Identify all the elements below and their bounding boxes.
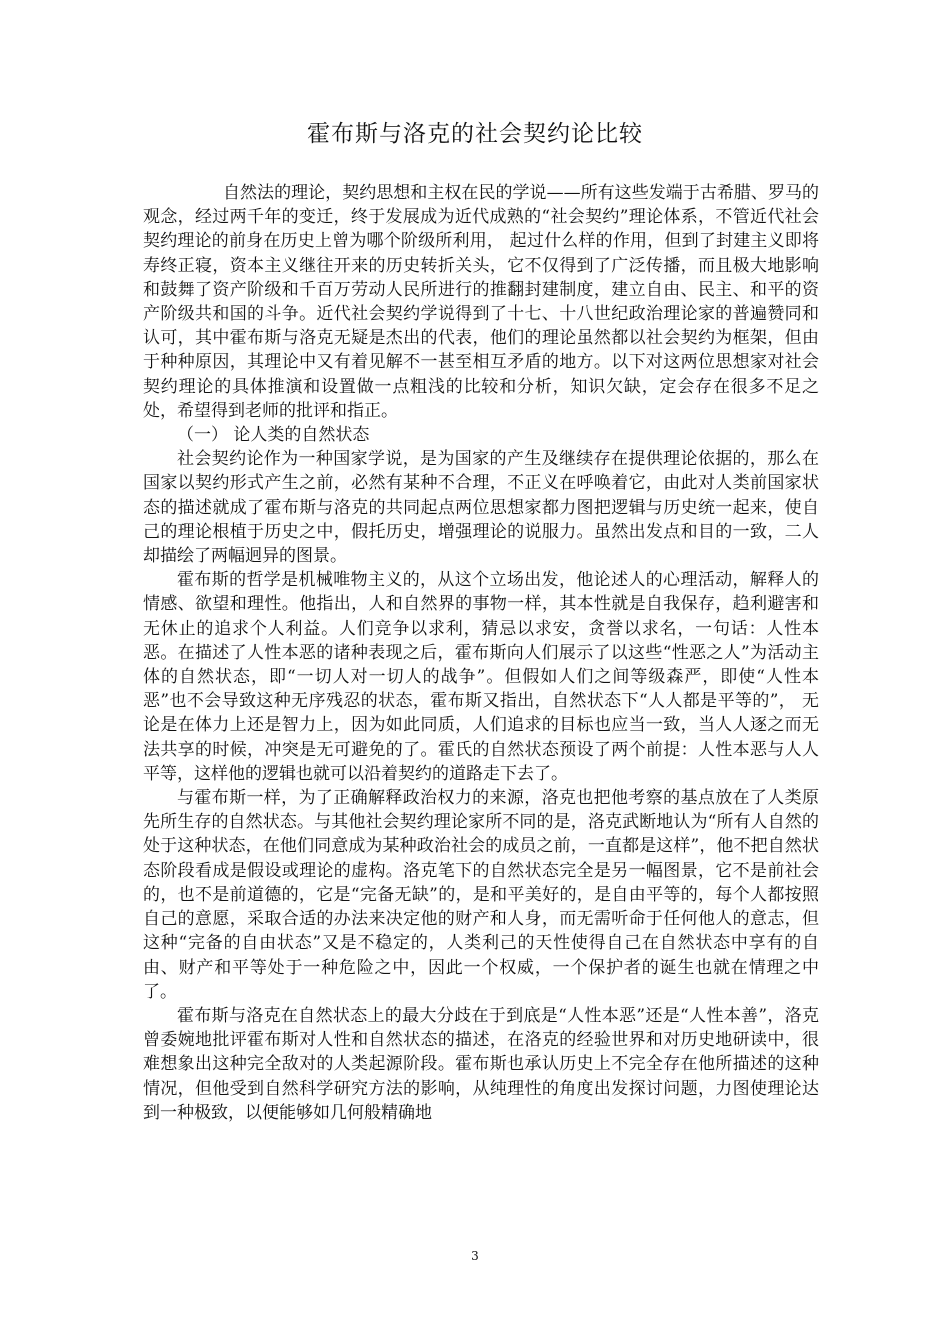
body-paragraph: 与霍布斯一样，为了正确解释政治权力的来源，洛克也把他考察的基点放在了人类原先所生存的自然状态。与其他社会契约理论家所不同的是，洛克武断地认为“所有人自然的处于这种状态，在他们同意成为某种政治社会的成员之前，一直都是这样”，他不把自然状态阶段看成是假设或理论的虚构。洛克笔下的自然状态完全是另一幅图景，它不是前社会的，也不是前道德的，它是“完备无缺”的，是和平美好的，是自由平等的，每个人都按照自己的意愿，采取合适的办法来决定他的财产和人身，而无需听命于任何他人的意志，但这种“完备的自由状态”又是不稳定的，人类利己的天性使得自己在自然状态中享有的自由、财产和平等处于一种危险之中，因此一个权威，一个保护者的诞生也就在情理之中了。 — [143, 788, 819, 1002]
intro-paragraph: 自然法的理论，契约思想和主权在民的学说——所有这些发端于古希腊、罗马的观念，经过两千年的变迁，终于发展成为近代成熟的“社会契约”理论体系，不管近代社会契约理论的前身在历史上曾为哪个阶级所利用， 起过什么样的作用，但到了封建主义即将寿终正寝，资本主义继往开来的历史转折关头，它不仅得到了广泛传播，而且极大地影响和鼓舞了资产阶级和千百万劳动人民所进行的推翻封建制度，建立自由、民主、和平的资产阶级共和国的斗争。近代社会契约学说得到了十七、十八世纪政治理论家的普遍赞同和认可，其中霍布斯与洛克无疑是杰出的代表，他们的理论虽然都以社会契约为框架，但由于种种原因，其理论中又有着见解不一甚至相互矛盾的地方。以下对这两位思想家对社会契约理论的具体推演和设置做一点粗浅的比较和分析，知识欠缺，定会存在很多不足之处，希望得到老师的批评和指正。 — [143, 183, 819, 421]
body-paragraph: 社会契约论作为一种国家学说，是为国家的产生及继续存在提供理论依据的，那么在国家以契约形式产生之前，必然有某种不合理，不正义在呼唤着它，由此对人类前国家状态的描述就成了霍布斯与洛克的共同起点两位思想家都力图把逻辑与历史统一起来，使自己的理论根植于历史之中，假托历史，增强理论的说服力。虽然出发点和目的一致，二人却描绘了两幅迥异的图景。 — [143, 449, 819, 567]
body-paragraph: 霍布斯的哲学是机械唯物主义的，从这个立场出发，他论述人的心理活动，解释人的情感、欲望和理性。他指出，人和自然界的事物一样，其本性就是自我保存，趋利避害和无休止的追求个人利益。人们竞争以求利，猜忌以求安，贪誉以求名，一句话：人性本恶。在描述了人性本恶的诸种表现之后，霍布斯向人们展示了以这些“性恶之人”为活动主体的自然状态，即“一切人对一切人的战争”。但假如人们之间等级森严，即使“人性本恶”也不会导致这种无序残忍的状态，霍布斯又指出，自然状态下“人人都是平等的”， 无论是在体力上还是智力上，因为如此同质，人们追求的目标也应当一致，当人人逐之而无法共享的时候，冲突是无可避免的了。霍氏的自然状态预设了两个前提：人性本恶与人人平等，这样他的逻辑也就可以沿着契约的道路走下去了。 — [143, 570, 819, 784]
body-paragraph: 霍布斯与洛克在自然状态上的最大分歧在于到底是“人性本恶”还是“人性本善”，洛克曾委婉地批评霍布斯对人性和自然状态的描述，在洛克的经验世界和对历史地研读中，很难想象出这种完全敌对的人类起源阶段。霍布斯也承认历史上不完全存在他所描述的这种情况，但他受到自然科学研究方法的影响，从纯理性的角度出发探讨问题，力图使理论达到一种极致，以便能够如几何般精确地 — [143, 1005, 819, 1123]
document-title: 霍布斯与洛克的社会契约论比较 — [307, 121, 643, 147]
section-heading: （一） 论人类的自然状态 — [177, 425, 370, 446]
document-body — [143, 181, 819, 1125]
page-number: 3 — [471, 1249, 479, 1263]
